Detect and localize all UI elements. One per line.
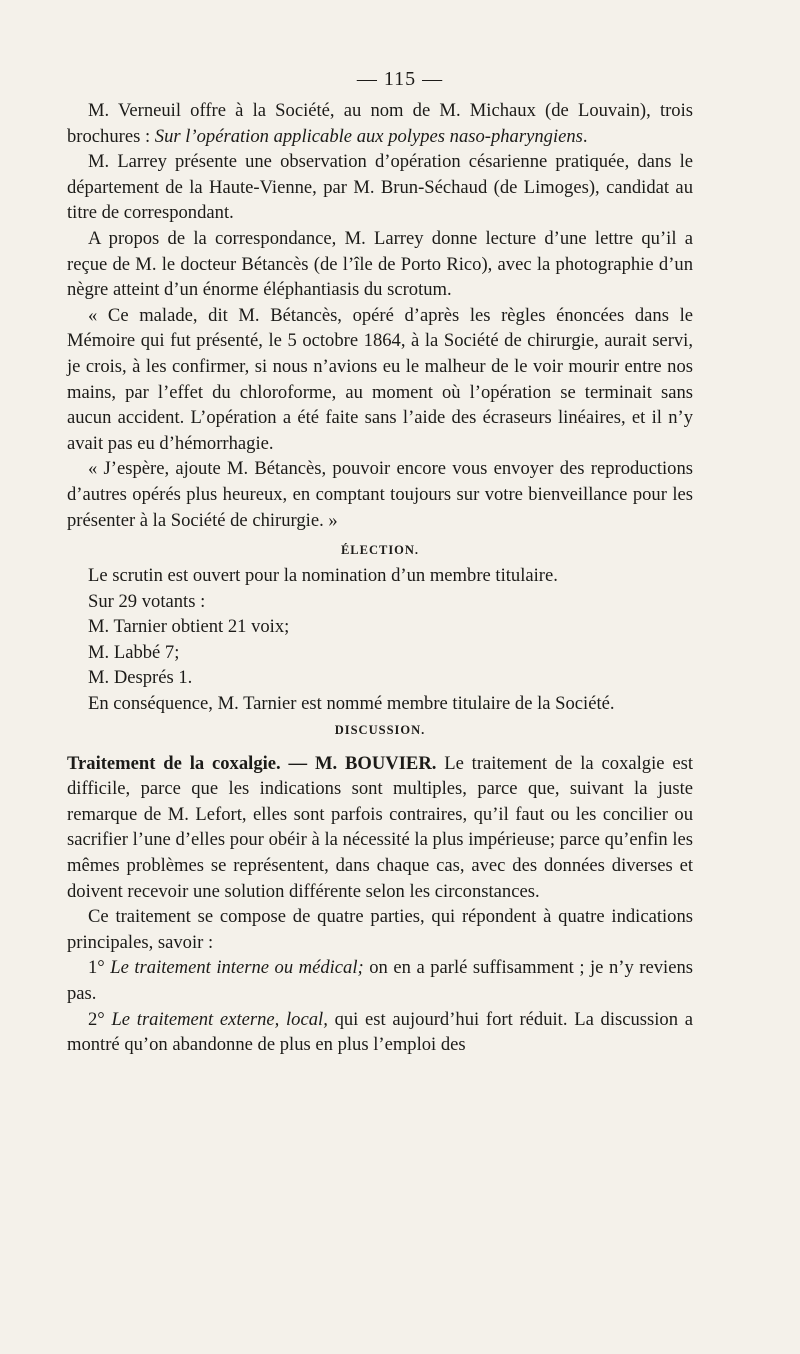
book-title: Sur l’opération applicable aux polypes naso-pharyngiens xyxy=(154,125,583,147)
section-heading-discussion: DISCUSSION. xyxy=(334,722,426,737)
item-text: on en a parlé suffisamment ; je n’y reviens pas. xyxy=(67,957,693,1004)
paragraph-larrey-cesarienne: M. Larrey présente une observation d’opération césarienne pratiquée, dans le département de la Haute-Vienne, par M. Brun-Séchaud (de Limoges), candidat au titre de correspondant. xyxy=(67,151,693,224)
item-number: 1° xyxy=(88,957,111,979)
paragraph-quatre-parties: Ce traitement se compose de quatre parties, qui répondent à quatre indications principales, savoir : xyxy=(67,906,693,953)
section-heading-election: ÉLECTION. xyxy=(340,543,420,558)
list-item-traitement-externe xyxy=(67,1007,693,1058)
item-title: Le traitement interne ou médical; xyxy=(110,957,364,979)
item-title: Le traitement externe, local, xyxy=(111,1008,328,1030)
election-result: M. Després 1. xyxy=(88,667,193,689)
paragraph-betances-hope: « J’espère, ajoute M. Bétancès, pouvoir encore vous envoyer des reproductions d’autres opérés plus heureux, en comptant toujours sur votre bienveillance pour les présenter à la Société de chirurgie. » xyxy=(67,458,693,531)
paragraph-text: . xyxy=(582,125,588,147)
paragraph-betances-quote: « Ce malade, dit M. Bétancès, opéré d’après les règles énoncées dans le Mémoire qui fut présenté, le 5 octobre 1864, à la Société de chirurgie, aurait servi, je crois, à les confirmer, si nous n’avions eu le malheur de le voir mourir entre nos mains, par l’effet du chloroforme, au moment où l’opération se terminait sans aucun accident. L’opération a été faite sans l’aide des écraseurs linéaires, et il n’y avait pas eu d’hémorrhagie. xyxy=(67,304,693,454)
page-number: — 115 — xyxy=(356,68,444,90)
election-result: M. Tarnier obtient 21 voix; xyxy=(88,616,290,638)
election-intro: Le scrutin est ouvert pour la nomination d’un membre titulaire. xyxy=(88,565,558,587)
election-voters: Sur 29 votants : xyxy=(88,590,206,612)
runin-title: Traitement de la coxalgie. — M. BOUVIER. xyxy=(67,752,437,774)
paragraph-larrey-lettre: A propos de la correspondance, M. Larrey donne lecture d’une lettre qu’il a reçue de M. le docteur Bétancès (de l’île de Porto Rico), avec la photographie d’un nègre atteint d’un énorme éléphantiasis du scrotum. xyxy=(67,227,693,301)
item-text: qui est aujourd’hui fort réduit. La discussion a montré qu’on abandonne de plus en plus l’emploi des xyxy=(67,1008,693,1056)
election-result: M. Labbé 7; xyxy=(88,641,180,663)
list-item-traitement-interne xyxy=(67,955,693,1006)
item-number: 2° xyxy=(88,1008,112,1030)
page-body xyxy=(67,98,693,1058)
paragraph-text: M. Verneuil offre à la Société, au nom de M. Michaux (de Louvain), trois brochures : xyxy=(67,100,693,147)
paragraph-text: Le traitement de la coxalgie est difficile, parce que les indications sont multiples, parce que, suivant la juste remarque de M. Lefort, elles sont parfois contraires, qu’il faut ou les concilier ou sacrifier l’une d’elles pour obéir à la nécessité la plus impérieuse; parce qu’enfin les mêmes problèmes se représentent, dans chaque cas, avec des données diverses et doivent recevoir une solution différente selon les circonstances. xyxy=(67,752,693,902)
paragraph-verneuil xyxy=(67,98,693,149)
election-conclusion: En conséquence, M. Tarnier est nommé membre titulaire de la Société. xyxy=(88,693,615,715)
paragraph-coxalgie xyxy=(67,751,693,905)
